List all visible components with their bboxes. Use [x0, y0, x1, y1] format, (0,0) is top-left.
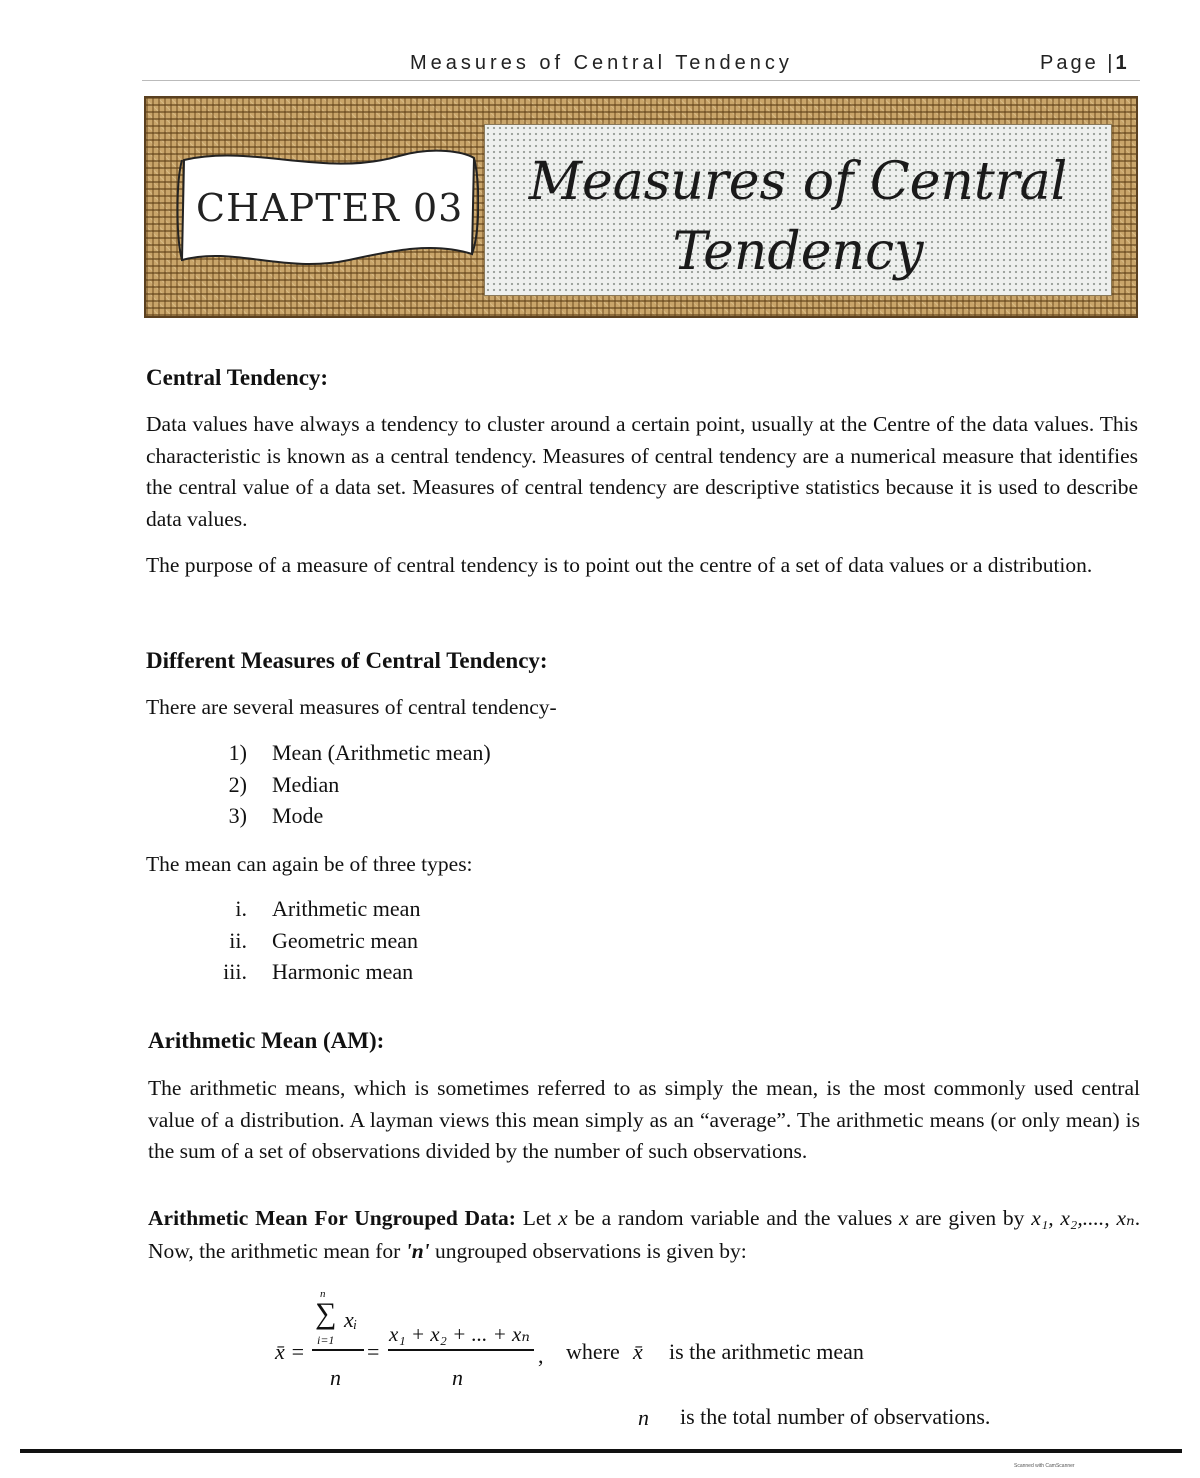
list-item	[207, 928, 707, 960]
page-number-value: 1	[1115, 52, 1130, 74]
sigma-icon: ∑	[315, 1297, 337, 1330]
header-divider	[142, 80, 1140, 81]
chapter-title-line1: Measures of Central	[528, 152, 1068, 212]
page-label: Page |	[1040, 52, 1116, 74]
chapter-label: CHAPTER 03	[196, 186, 464, 230]
chapter-title-line2: Tendency	[672, 222, 924, 282]
list-item	[207, 896, 707, 928]
list-item-text: Mean (Arithmetic mean)	[272, 740, 491, 765]
math-x: x	[898, 1206, 909, 1230]
paragraph-purpose: The purpose of a measure of central tendency is to point out the centre of a set of data values or a distribution.	[146, 553, 1093, 577]
equals-sign: =	[367, 1339, 380, 1364]
xbar-symbol: x̄	[633, 1339, 643, 1364]
chapter-title	[485, 147, 1111, 287]
expanded-denominator: n	[452, 1365, 463, 1390]
paragraph-central-tendency: Data values have always a tendency to cluster around a certain point, usually at the Centre of the data values. This characteristic is known as a central tendency. Measures of central tendency are a numerical measure that identifies the central value of a data set. Measures of central tendency are descriptive statistics because it is used to describe data values.	[146, 412, 1138, 531]
title-panel	[484, 124, 1112, 296]
fraction-bar	[388, 1349, 534, 1351]
where-label: where	[566, 1339, 620, 1364]
sum-term: xᵢ	[344, 1307, 358, 1332]
text-given-by: are given by	[915, 1206, 1025, 1230]
n-symbol: n	[638, 1405, 649, 1430]
n-description: is the total number of observations.	[680, 1404, 991, 1429]
text-let: Let	[522, 1206, 552, 1230]
list-item-number: 3)	[228, 803, 247, 828]
xbar-description: is the arithmetic mean	[669, 1339, 864, 1364]
math-n-quoted: 'n'	[405, 1239, 430, 1263]
measures-list	[207, 740, 707, 835]
mean-types-list	[207, 896, 707, 991]
list-item-number: iii.	[223, 959, 247, 984]
list-item	[207, 772, 707, 804]
list-item-text: Arithmetic mean	[272, 896, 421, 921]
list-item-number: i.	[235, 896, 247, 921]
heading-ungrouped-data: Arithmetic Mean For Ungrouped Data:	[148, 1206, 516, 1230]
formula-comma: ,	[538, 1343, 544, 1368]
list-item-text: Geometric mean	[272, 927, 418, 953]
page-number	[1040, 52, 1130, 75]
measures-intro: There are several measures of central tendency-	[146, 695, 557, 719]
list-item-text: Harmonic mean	[272, 959, 414, 984]
list-item-text: Mode	[272, 803, 324, 828]
formula-denominator: n	[330, 1365, 341, 1390]
heading-arithmetic-mean: Arithmetic Mean (AM):	[148, 1028, 385, 1053]
running-header-title: Measures of Central Tendency	[410, 52, 793, 74]
text-ungrouped: ungrouped observations is given by:	[435, 1239, 747, 1263]
chapter-banner	[144, 96, 1138, 318]
list-item	[207, 803, 707, 835]
formula-lhs: x̄ =	[275, 1339, 306, 1364]
paragraph-ungrouped-data	[148, 1202, 1140, 1268]
list-item	[207, 740, 707, 772]
paragraph-arithmetic-mean: The arithmetic means, which is sometimes referred to as simply the mean, is the most commonly used central value of a distribution. A layman views this mean simply as an “average”. The arithmetic means (or only mean) is the sum of a set of observations divided by the number of such observations.	[148, 1076, 1140, 1163]
scanner-watermark: Scanned with CamScanner	[1014, 1463, 1075, 1469]
text-now: . Now, the arithmetic mean for	[148, 1206, 1141, 1263]
list-item-number: ii.	[229, 927, 247, 953]
heading-different-measures: Different Measures of Central Tendency:	[146, 648, 548, 673]
mean-types-intro: The mean can again be of three types:	[146, 852, 473, 876]
math-values-sequence: x₁, x₂,...., xₙ	[1031, 1206, 1135, 1230]
text-random-variable: be a random variable and the values	[574, 1206, 893, 1230]
list-item-text: Median	[272, 771, 340, 797]
sum-lower-limit: i=1	[317, 1333, 335, 1347]
sum-upper-limit: n	[320, 1288, 326, 1300]
list-item-number: 1)	[228, 740, 247, 765]
page-bottom-rule	[20, 1449, 1182, 1453]
list-item-number: 2)	[228, 771, 247, 797]
fraction-bar	[312, 1349, 364, 1351]
math-x: x	[558, 1206, 568, 1230]
expanded-numerator: x₁ + x₂ + ... + xₙ	[389, 1322, 530, 1346]
list-item	[207, 959, 707, 991]
heading-central-tendency: Central Tendency:	[146, 365, 329, 390]
